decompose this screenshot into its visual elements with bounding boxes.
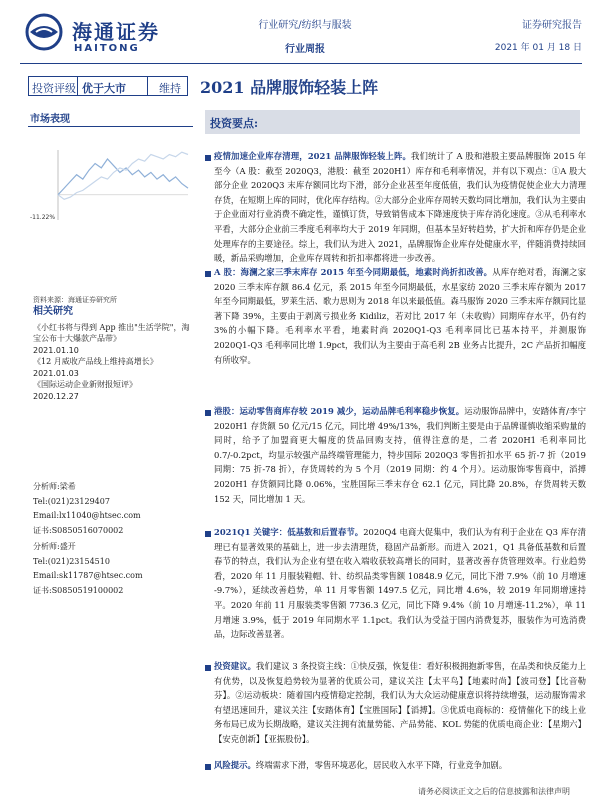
logo-english-text: HAITONG <box>74 43 140 54</box>
footer-disclaimer: 请务必阅读正文之后的信息披露和法律声明 <box>418 787 570 796</box>
paragraph-lead: 港股：运动零售商库存较 2019 减少，运动品牌毛利率稳步恢复。 <box>214 406 465 416</box>
header-meta-block <box>495 16 582 53</box>
header-category-block <box>250 16 360 55</box>
rating-value: 优于大市 <box>82 82 126 95</box>
haitong-logo <box>22 12 192 56</box>
industry-category: 行业研究/纺织与服装 <box>258 20 352 31</box>
rating-label: 投资评级 <box>32 82 76 95</box>
paragraph-lead: 疫情加速企业库存清理，2021 品牌服饰轻装上阵。 <box>214 151 412 161</box>
rating-change: 维持 <box>159 82 181 95</box>
bullet-square <box>205 764 211 770</box>
rating-box <box>28 76 188 96</box>
logo-chinese-text: 海通证券 <box>72 20 160 44</box>
header-divider <box>20 63 582 64</box>
page-header <box>0 0 600 60</box>
paragraph-lead: 风险提示。 <box>214 760 256 770</box>
bullet-square <box>205 531 211 537</box>
bullet-square <box>205 155 211 161</box>
related-research <box>33 306 193 402</box>
bullet-square <box>205 271 211 277</box>
analyst-cert: 证书:S0850519100002 <box>33 585 124 595</box>
analyst-name: 分析师:盛开 <box>33 542 76 551</box>
page-title: 2021 品牌服饰轻装上阵 <box>200 78 379 97</box>
report-type: 行业周报 <box>285 44 325 55</box>
key-point-paragraph <box>214 758 586 773</box>
analyst-cert: 证书:S0850516070002 <box>33 525 124 535</box>
key-point-paragraph <box>214 525 586 642</box>
related-item[interactable]: 《12 月威收产品线上维持高增长》 <box>33 357 158 366</box>
key-points-bar <box>205 110 580 134</box>
analyst-tel: Tel:(021)23129407 <box>33 496 110 506</box>
key-points-heading: 投资要点: <box>210 117 259 130</box>
rating-divider <box>77 77 78 95</box>
analyst-tel: Tel:(021)23154510 <box>33 556 110 566</box>
doc-type: 证券研究报告 <box>522 20 582 31</box>
paragraph-lead: A 股：海澜之家三季末库存 2015 年至今同期最低，地素时尚折扣改善。 <box>214 267 493 277</box>
analyst-name: 分析师:梁希 <box>33 482 76 491</box>
bullet-square <box>205 665 211 671</box>
related-item[interactable]: 《小红书将与得到 App 推出"生活学院"，淘宝公布十大爆款产品带》 <box>33 322 190 343</box>
key-point-paragraph <box>214 265 586 367</box>
key-point-paragraph <box>214 659 586 747</box>
paragraph-body: 终端需求下滑，零售环境恶化，居民收入水平下降，行业竞争加剧。 <box>255 760 508 770</box>
key-point-paragraph <box>214 149 586 266</box>
y-tick-label: -11.22% <box>30 214 56 221</box>
paragraph-lead: 2021Q1 关键字：低基数和后置春节。 <box>214 527 364 537</box>
key-point-paragraph <box>214 404 586 506</box>
rating-divider <box>147 77 148 95</box>
related-item[interactable]: 《国际运动企业新财报短评》 <box>33 380 137 389</box>
report-date: 2021 年 01 月 18 日 <box>494 43 582 53</box>
paragraph-body: 2020Q4 电商大促集中，我们认为有利于企业在 Q3 库存清理已有显著效果的基础上，进一步去清理货，稳固产品新形。而进入 2021，Q1 具备低基数和后置春节的特点，我们认为企业有望在收入端收获较高增长的同时，显著改善存货管理效率。行业趋势看，2020 年 11 月服装鞋帽、针、纺织品类零售额 10848.9 亿元，同比下滑 7.9%（前 10 月增速 -9.7%），延续改善趋势，单 11 月零售额 1497.5 亿元，同比增 4.6%，较 2019 年同期增速持平。2020 年前 11 月服装类零售额 7736.3 亿元，同比下降 9.4%（前 10 月增速-11.2%），单 11 月增速 3.9%，低于 2019 年同期水平 1.1pct。我们认为受益于国内消费复苏，服装作为可选消费品，边际改善显著。 <box>214 527 586 640</box>
analyst-block <box>33 480 193 598</box>
related-item-date: 2020.12.27 <box>33 391 79 401</box>
paragraph-body: 我们建议 3 条投资主线：①快反强，恢复佳：看好积极拥抱新零售，在品类和快反能力上有优势，以及恢复趋势较为显著的优质公司，建议关注【太平鸟】【地素时尚】【波司登】【比音勒芬】。②运动板块：随着国内疫情稳定控制，我们认为大众运动健康意识将持续增强，运动服饰需求有望迅速回升，建议关注【安踏体育】【宝胜国际】【滔搏】。③优质电商标的：疫情催化下的线上业务布局已成为长期战略，建议关注拥有流量势能、产品势能、KOL 势能的优质电商企业：【星期六】【安克创新】【亚振股份】。 <box>214 661 586 744</box>
market-chart <box>30 140 192 290</box>
haitong-logo-mark <box>22 12 66 52</box>
paragraph-body: 运动服饰品牌中，安踏体育/李宁 2020H1 存货额 50 亿元/15 亿元，同比增 49%/13%，我们判断主要是由于品牌谨慎收缩采购量的同时，给予了加盟商更大幅度的货品回购支持，值得注意的是，二者 2020H1 毛利率同比 0.7/-0.2pct，均显示较强产品终端管理能力，特步国际 2020Q3 零售折扣水平 65 折-7 折（2019 同期：75 折-78 折），存货周转约为 5 个月（2019 同期：约 4 个月）。运动服饰零售商中，滔搏 2020H1 存货额同比降 0.06%，宝胜国际三季末存仓 62.1 亿元，同比降 20.8%，存货周转天数 152 天，同比增加 1 天。 <box>214 406 586 504</box>
paragraph-lead: 投资建议。 <box>214 661 257 671</box>
related-item-date: 2021.01.03 <box>33 368 79 378</box>
related-item-date: 2021.01.10 <box>33 345 79 355</box>
market-heading: 市场表现 <box>30 114 70 125</box>
related-heading: 相关研究 <box>33 306 73 317</box>
analyst-email[interactable]: Email:lx11040@htsec.com <box>33 511 141 520</box>
analyst-email[interactable]: Email:sk11787@htsec.com <box>33 571 143 580</box>
paragraph-body: 我们统计了 A 股和港股主要品牌服饰 2015 年至今（A 股：截至 2020Q3，港股：截至 2020H1）库存和毛利率情况，并有以下观点：①A 股大部分企业 2020Q3 末库存额同比均下滑，部分企业甚至年度低值，我们认为疫情促使企业大力清理存货，在短期上库的同时，优化库存结构。②大部分企业库存周转天数均同比增加，我们认为主要由于企业面对行业消费不确定性，谨慎订货，导致销售成本下降速度快于库存消化速度。③从毛利率水平看，大部分企业前三季度毛利率均大于 2019 年同期，但基本呈好转趋势，扩大折和库存仍是企业处理库存的主要途径。综上，我们认为进入 2021，品牌服饰企业库存处健康水平，伴随消费持续回暖，新品采购增加，企业库存周转和折扣率都将进一步改善。 <box>214 151 586 264</box>
series-line <box>58 159 188 195</box>
chart-source: 资料来源：海通证券研究所 <box>33 296 117 304</box>
paragraph-body: 从库存绝对看，海澜之家 2020 三季末库存额 86.4 亿元，系 2015 年至今同期最低，水星家纺 2020 三季末库存额为 2017 年至今同期最低，罗莱生活、歌力思则为 2018 年以来最低值。森马服饰 2020 三季末库存额同比显著下降 39%，主要由于剥离亏损业务 Kidiliz，若对比 2017 年（未收购）同期库存水平，仍有约 3%的小幅下降。毛利率水平看，地素时尚 2020Q1-Q3 毛利率同比已基本持平，并测服饰 2020Q1-Q3 毛利率同比增 1.9pct，我们认为主要由于高毛利 2B 业务占比提升，2C 产品折扣幅度有所收窄。 <box>214 267 586 365</box>
market-divider <box>28 126 193 127</box>
bullet-square <box>205 410 211 416</box>
